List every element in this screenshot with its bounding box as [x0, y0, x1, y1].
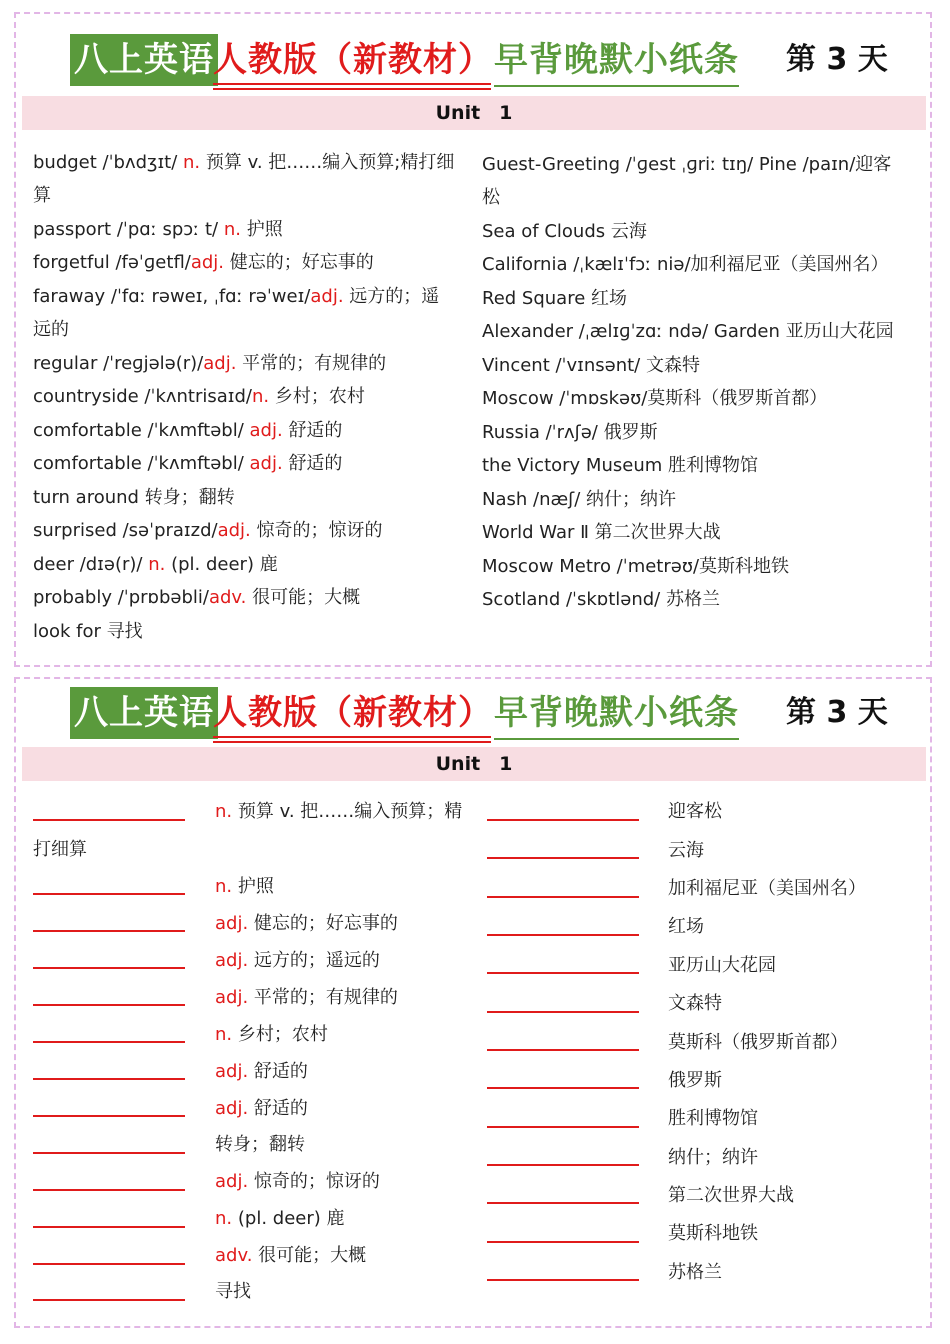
answer-blank[interactable]: [487, 1011, 639, 1013]
vocab-item: Guest-Greeting /ˈɡest ˌɡriː tɪŋ/ Pine /paɪn/迎客: [482, 154, 892, 175]
answer-blank[interactable]: [33, 967, 185, 969]
grade-label: 八上英语: [70, 687, 218, 739]
quiz-definition: 亚历山大花园: [668, 955, 776, 976]
edition-label: 人教版（新教材）: [213, 40, 493, 80]
underline: [494, 85, 739, 87]
card-header: [70, 34, 920, 86]
vocab-item: comfortable /ˈkʌmftəbl/ adj. 舒适的: [33, 420, 343, 441]
day-label: 第 3 天: [786, 695, 888, 730]
quiz-definition: 莫斯科地铁: [668, 1223, 758, 1244]
underline: [494, 738, 739, 740]
vocab-item: passport /ˈpɑː spɔː t/ n. 护照: [33, 219, 283, 240]
vocab-item: countryside /ˈkʌntrisaɪd/n. 乡村；农村: [33, 386, 365, 407]
answer-blank[interactable]: [33, 1152, 185, 1154]
quiz-definition: n. 护照: [215, 876, 274, 897]
underline: [213, 736, 491, 738]
answer-blank[interactable]: [33, 1299, 185, 1301]
vocab-item: Red Square 红场: [482, 288, 628, 309]
day-label: 第 3 天: [786, 42, 888, 77]
vocab-item: look for 寻找: [33, 621, 143, 642]
quiz-definition: 红场: [668, 916, 704, 937]
answer-blank[interactable]: [33, 1115, 185, 1117]
quiz-definition: adj. 舒适的: [215, 1098, 308, 1119]
quiz-definition: adj. 惊奇的；惊讶的: [215, 1171, 380, 1192]
vocab-item: Scotland /ˈskɒtlənd/ 苏格兰: [482, 589, 720, 610]
answer-blank[interactable]: [33, 1226, 185, 1228]
edition-label: 人教版（新教材）: [213, 693, 493, 733]
vocab-item: probably /ˈprɒbəbli/adv. 很可能；大概: [33, 587, 361, 608]
answer-blank[interactable]: [33, 1004, 185, 1006]
answer-blank[interactable]: [33, 893, 185, 895]
vocab-item-cont: 松: [482, 187, 500, 208]
quiz-definition: adj. 健忘的；好忘事的: [215, 913, 398, 934]
answer-blank[interactable]: [487, 1279, 639, 1281]
quiz-definition: adj. 平常的；有规律的: [215, 987, 398, 1008]
answer-blank[interactable]: [487, 1087, 639, 1089]
answer-blank[interactable]: [487, 1202, 639, 1204]
quiz-definition: 胜利博物馆: [668, 1108, 758, 1129]
study-card: [14, 12, 932, 667]
answer-blank[interactable]: [33, 1078, 185, 1080]
vocab-item: Nash /næʃ/ 纳什；纳许: [482, 489, 676, 510]
answer-blank[interactable]: [487, 1126, 639, 1128]
quiz-definition: adv. 很可能；大概: [215, 1245, 367, 1266]
vocab-item: the Victory Museum 胜利博物馆: [482, 455, 758, 476]
unit-bar: Unit 1: [22, 96, 926, 130]
grade-label: 八上英语: [70, 34, 218, 86]
vocab-item-cont: 算: [33, 185, 51, 206]
answer-blank[interactable]: [487, 1049, 639, 1051]
quiz-definition: 俄罗斯: [668, 1070, 722, 1091]
vocab-item: Alexander /ˌælɪɡˈzɑː ndə/ Garden 亚历山大花园: [482, 321, 894, 342]
vocab-item: Moscow /ˈmɒskəʊ/莫斯科（俄罗斯首都）: [482, 388, 828, 409]
quiz-definition: 寻找: [215, 1281, 251, 1302]
underline: [213, 741, 491, 743]
quiz-definition-cont: 打细算: [33, 839, 87, 860]
vocab-item: Vincent /ˈvɪnsənt/ 文森特: [482, 355, 700, 376]
quiz-definition: 文森特: [668, 993, 722, 1014]
answer-blank[interactable]: [33, 819, 185, 821]
quiz-definition: 转身；翻转: [215, 1134, 305, 1155]
quiz-definition: n. 预算 v. 把……编入预算；精: [215, 801, 463, 822]
quiz-definition: 苏格兰: [668, 1262, 722, 1283]
answer-blank[interactable]: [33, 1041, 185, 1043]
quiz-definition: n. 乡村；农村: [215, 1024, 328, 1045]
vocab-item: Sea of Clouds 云海: [482, 221, 647, 242]
underline: [213, 83, 491, 85]
vocab-item: turn around 转身；翻转: [33, 487, 235, 508]
answer-blank[interactable]: [487, 1241, 639, 1243]
answer-blank[interactable]: [487, 819, 639, 821]
answer-blank[interactable]: [33, 1263, 185, 1265]
quiz-definition: adj. 远方的；遥远的: [215, 950, 380, 971]
vocab-item: forgetful /fəˈɡetfl/adj. 健忘的；好忘事的: [33, 252, 374, 273]
answer-blank[interactable]: [487, 1164, 639, 1166]
vocab-item: surprised /səˈpraɪzd/adj. 惊奇的；惊讶的: [33, 520, 383, 541]
card-header: [70, 687, 920, 739]
quiz-definition: 云海: [668, 840, 704, 861]
vocab-item: faraway /ˈfɑː rəweɪ, ˌfɑː rəˈweɪ/adj. 远方的；遥: [33, 286, 440, 307]
quiz-card: [14, 677, 932, 1328]
subtitle-label: 早背晚默小纸条: [494, 40, 739, 80]
vocab-item: Russia /ˈrʌʃə/ 俄罗斯: [482, 422, 658, 443]
vocab-item: regular /ˈreɡjələ(r)/adj. 平常的；有规律的: [33, 353, 387, 374]
vocab-item-cont: 远的: [33, 319, 69, 340]
answer-blank[interactable]: [487, 972, 639, 974]
vocab-item: deer /dɪə(r)/ n. (pl. deer) 鹿: [33, 554, 278, 575]
unit-bar: Unit 1: [22, 747, 926, 781]
answer-blank[interactable]: [487, 934, 639, 936]
quiz-definition: 迎客松: [668, 801, 722, 822]
answer-blank[interactable]: [33, 930, 185, 932]
vocab-item: comfortable /ˈkʌmftəbl/ adj. 舒适的: [33, 453, 343, 474]
quiz-definition: adj. 舒适的: [215, 1061, 308, 1082]
subtitle-label: 早背晚默小纸条: [494, 693, 739, 733]
answer-blank[interactable]: [33, 1189, 185, 1191]
underline: [213, 88, 491, 90]
answer-blank[interactable]: [487, 857, 639, 859]
quiz-definition: 莫斯科（俄罗斯首都）: [668, 1032, 848, 1053]
quiz-definition: 加利福尼亚（美国州名）: [668, 878, 866, 899]
vocab-item: California /ˌkælɪˈfɔː niə/加利福尼亚（美国州名）: [482, 254, 889, 275]
answer-blank[interactable]: [487, 896, 639, 898]
quiz-definition: 纳什；纳许: [668, 1147, 758, 1168]
quiz-definition: n. (pl. deer) 鹿: [215, 1208, 345, 1229]
vocab-item: Moscow Metro /ˈmetrəʊ/莫斯科地铁: [482, 556, 790, 577]
quiz-definition: 第二次世界大战: [668, 1185, 794, 1206]
vocab-item: budget /ˈbʌdʒɪt/ n. 预算 v. 把……编入预算;精打细: [33, 152, 455, 173]
vocab-item: World War Ⅱ 第二次世界大战: [482, 522, 721, 543]
